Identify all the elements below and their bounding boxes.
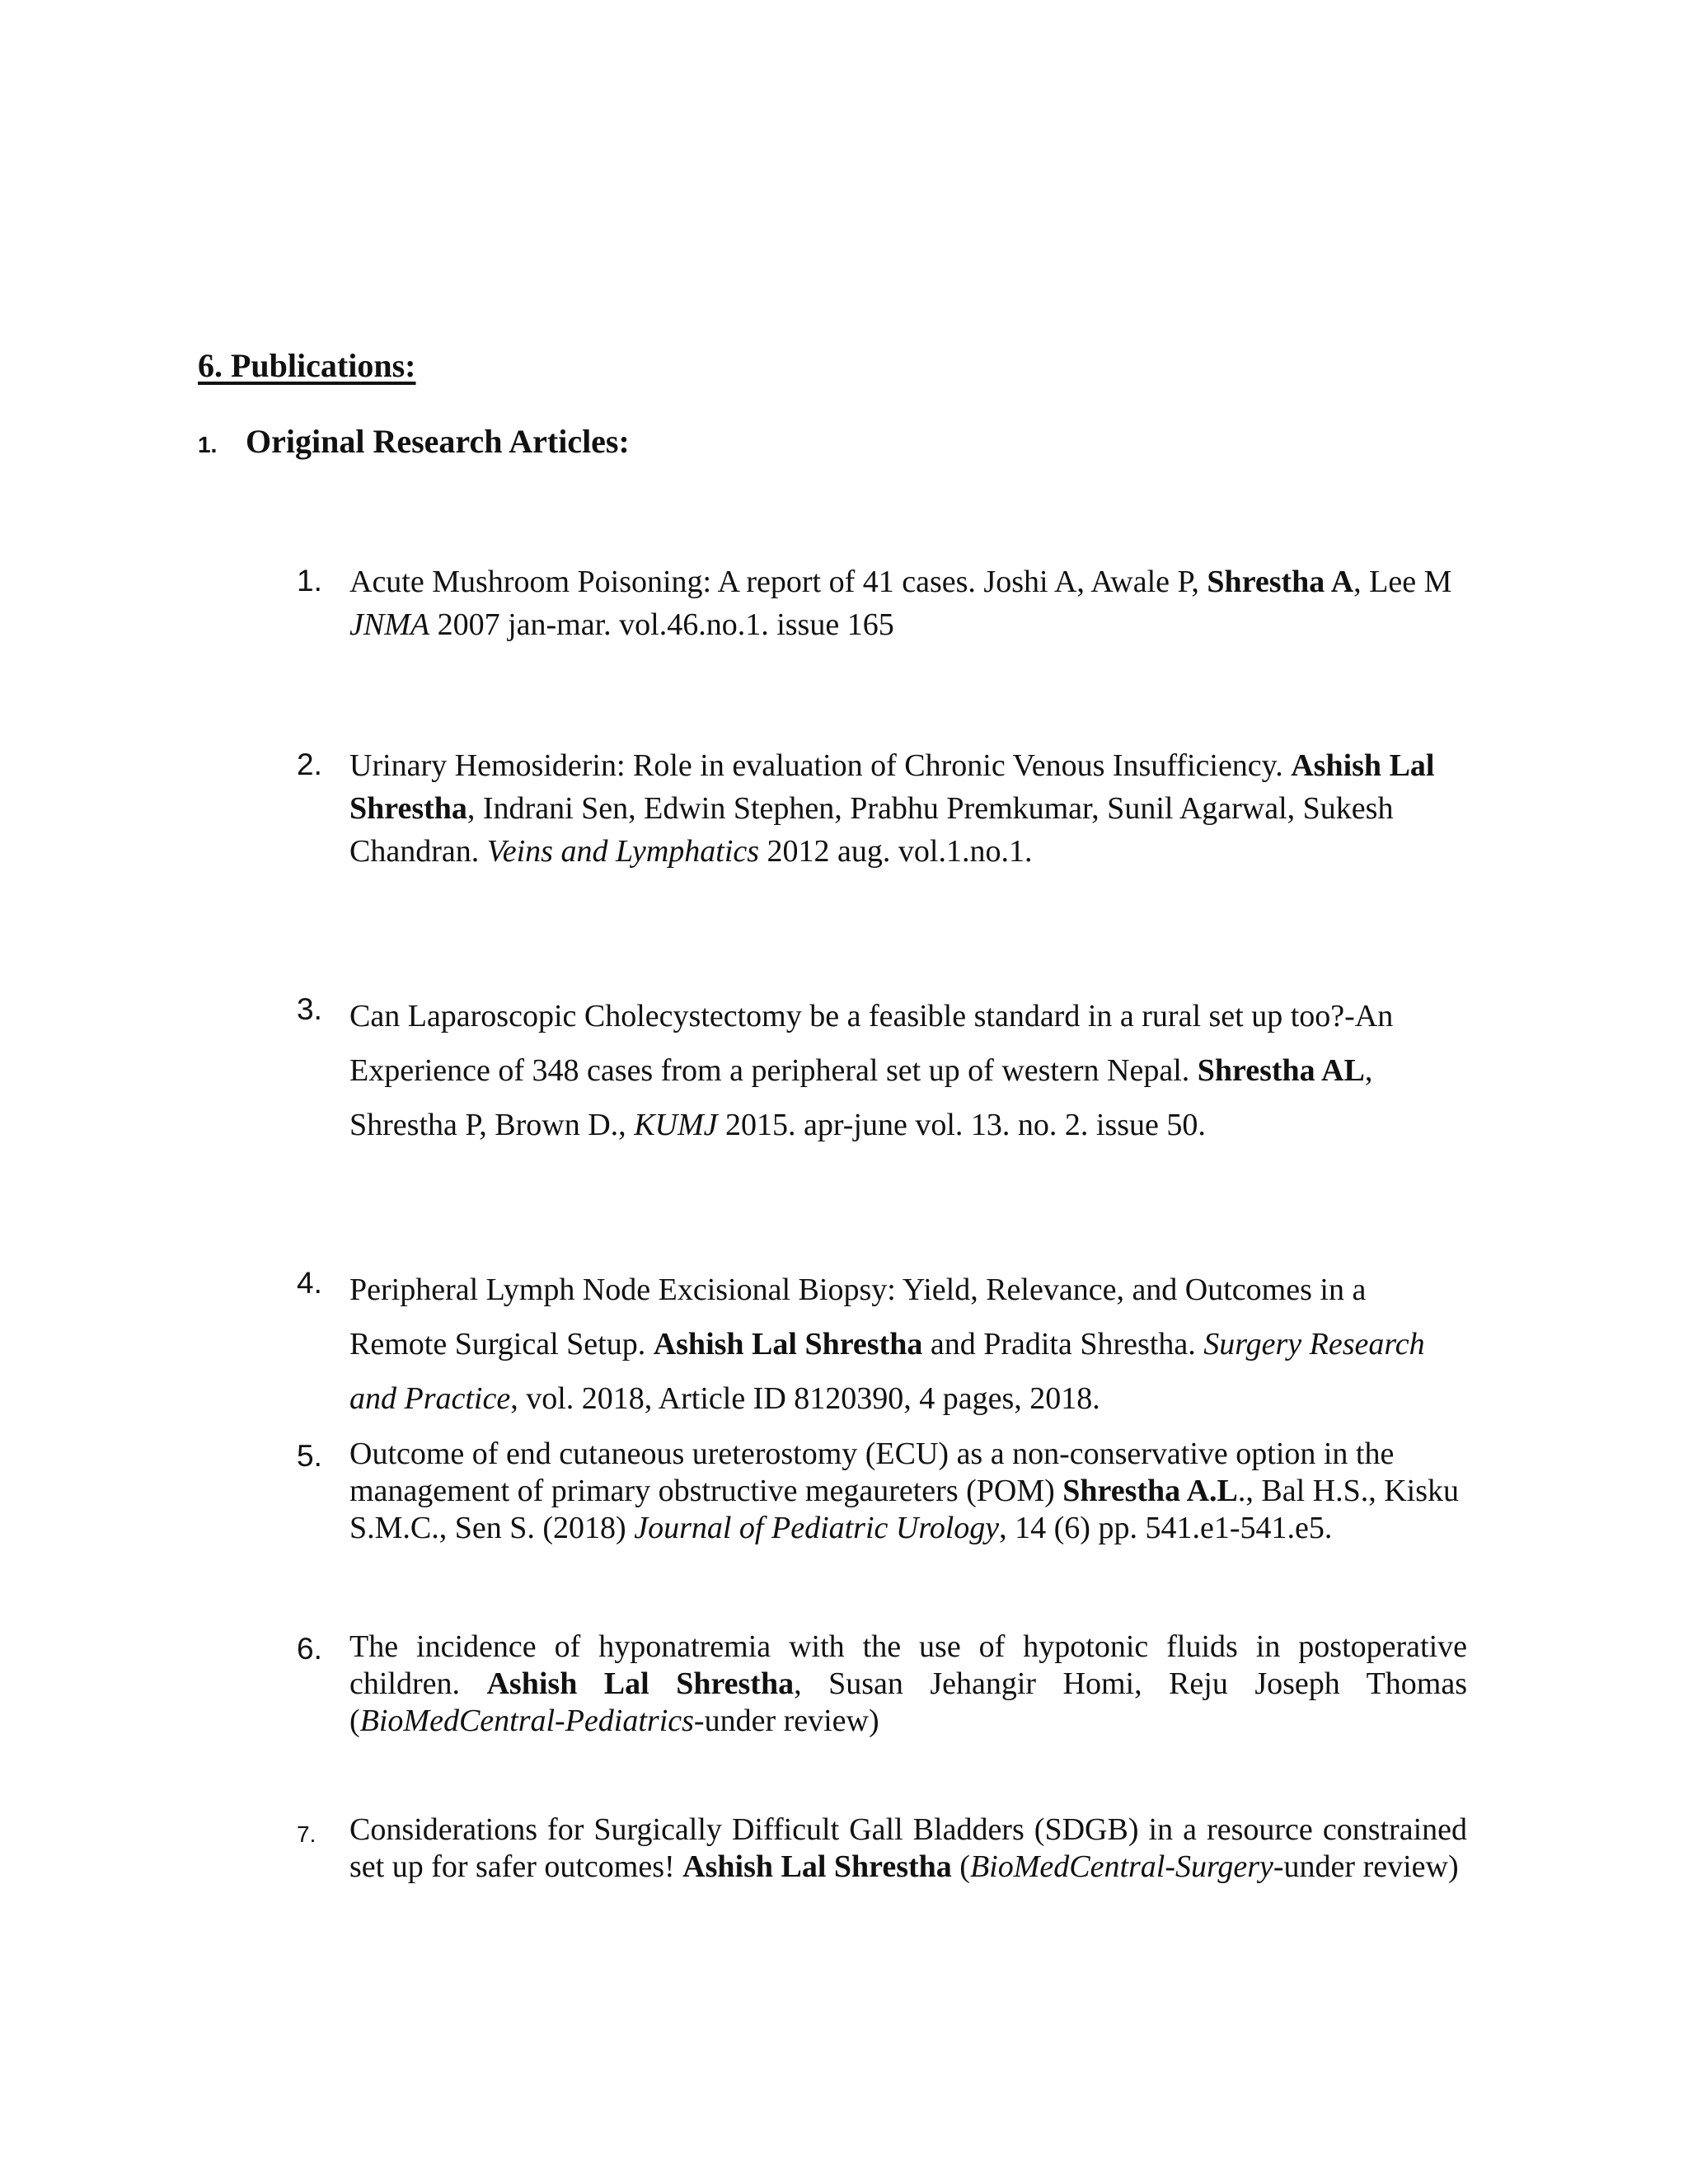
citation-text: , Susan Jehangir Homi, Reju Joseph Thomas ( [349, 1666, 1467, 1738]
author-highlight: Shrestha A.L [1062, 1474, 1238, 1508]
publication-item [297, 1629, 1467, 1740]
publication-item [297, 560, 1467, 646]
citation-text: ( [951, 1849, 970, 1884]
publication-number: 4. [297, 1266, 322, 1300]
citation-text: 2007 jan-mar. vol.46.no.1. issue 165 [429, 607, 894, 642]
citation-text: , 14 (6) pp. 541.e1-541.e5. [999, 1511, 1333, 1545]
publication-item [297, 744, 1467, 873]
journal-name: Veins and Lymphatics [486, 834, 760, 869]
publication-number: 7. [297, 1821, 316, 1847]
publication-number: 6. [297, 1632, 322, 1666]
author-highlight: Shrestha AL [1197, 1053, 1365, 1088]
publication-citation [349, 1436, 1467, 1547]
publication-citation [349, 1263, 1467, 1426]
author-highlight: Ashish Lal Shrestha [349, 748, 1435, 826]
publication-number: 5. [297, 1439, 322, 1473]
section-heading: 6. Publications: [198, 347, 416, 384]
publication-item [297, 1436, 1467, 1547]
publication-number: 3. [297, 992, 322, 1026]
citation-text: Considerations for Surgically Difficult Gall Bladders (SDGB) in a resource constrained set up for safer outcomes! [349, 1812, 1467, 1884]
citation-text: The incidence of hyponatremia with the use of hypotonic fluids in postoperative children. [349, 1629, 1467, 1701]
publication-item [297, 989, 1467, 1152]
citation-text: ., Bal H.S., Kisku S.M.C., Sen S. (2018) [349, 1474, 1460, 1545]
citation-text: , Lee M [1353, 565, 1452, 599]
citation-text: Acute Mushroom Poisoning: A report of 41 cases. Joshi A, Awale P, [349, 565, 1207, 599]
journal-name: BioMedCentral-Pediatrics [359, 1704, 694, 1738]
publication-citation [349, 1811, 1467, 1886]
journal-name: JNMA [349, 607, 430, 642]
subsection-heading [198, 422, 630, 461]
journal-name: BioMedCentral-Surgery [969, 1849, 1273, 1884]
publication-citation [349, 989, 1467, 1152]
publication-number: 2. [297, 748, 322, 781]
journal-name: Journal of Pediatric Urology [634, 1511, 1000, 1545]
publication-number: 1. [297, 564, 322, 598]
citation-text: Urinary Hemosiderin: Role in evaluation of Chronic Venous Insufficiency. [349, 748, 1292, 783]
author-highlight: Shrestha A [1207, 565, 1354, 599]
citation-text: and Pradita Shrestha. [922, 1327, 1204, 1361]
citation-text: , Shrestha P, Brown D., [349, 1053, 1373, 1142]
publication-item [297, 1263, 1467, 1426]
publication-item [297, 1811, 1467, 1886]
citation-text: -under review) [1273, 1849, 1459, 1884]
citation-text: -under review) [693, 1704, 879, 1738]
author-highlight: Ashish Lal Shrestha [486, 1666, 795, 1701]
publication-citation [349, 1629, 1467, 1740]
citation-text: , vol. 2018, Article ID 8120390, 4 pages, 2018. [510, 1381, 1100, 1416]
author-highlight: Ashish Lal Shrestha [682, 1849, 952, 1884]
journal-name: KUMJ [634, 1108, 718, 1142]
publication-citation [349, 560, 1467, 646]
citation-text: Outcome of end cutaneous ureterostomy (ECU) as a non-conservative option in the management of primary obstructive megaureters (POM) [349, 1436, 1395, 1508]
citation-text: 2015. apr-june vol. 13. no. 2. issue 50. [717, 1108, 1206, 1142]
subsection-title: Original Research Articles: [246, 423, 630, 460]
author-highlight: Ashish Lal Shrestha [653, 1327, 923, 1361]
subsection-number: 1. [198, 432, 218, 457]
journal-name: Surgery Research and Practice [349, 1327, 1425, 1416]
citation-text: Can Laparoscopic Cholecystectomy be a feasible standard in a rural set up too?-An Experience of 348 cases from a peripheral set up of western Nepal. [349, 999, 1394, 1088]
citation-text: , Indrani Sen, Edwin Stephen, Prabhu Premkumar, Sunil Agarwal, Sukesh Chandran. [349, 791, 1394, 869]
citation-text: Peripheral Lymph Node Excisional Biopsy: Yield, Relevance, and Outcomes in a Remote Surgical Setup. [349, 1272, 1367, 1361]
publication-citation [349, 744, 1467, 873]
citation-text: 2012 aug. vol.1.no.1. [759, 834, 1033, 869]
